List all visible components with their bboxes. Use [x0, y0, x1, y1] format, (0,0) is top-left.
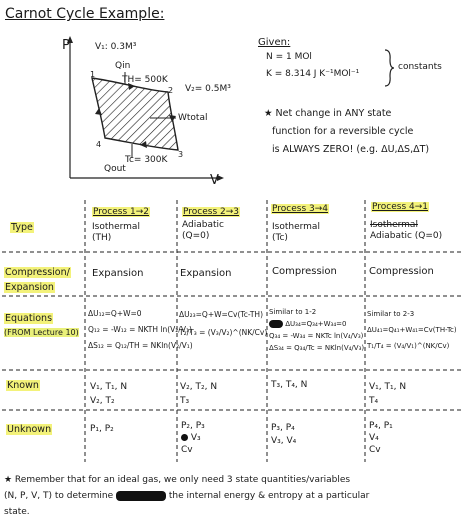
redaction-mark — [116, 491, 166, 501]
header-process-1: Process 1→2 — [93, 207, 149, 217]
given-n: N = 1 MOl — [266, 52, 312, 62]
brace-icon — [383, 48, 395, 88]
header-process-3: Process 3→4 — [272, 204, 328, 214]
unknown-cell-4: P₄, P₁ V₄ Cv — [369, 421, 393, 455]
note-line-1: ★ Net change in ANY state — [264, 108, 392, 119]
known-cell-1: V₁, T₁, N V₂, T₂ — [90, 382, 128, 406]
redaction-mark — [181, 434, 188, 441]
redaction-mark — [269, 320, 283, 328]
header-process-4: Process 4→1 — [372, 202, 428, 212]
equations-cell-2: ΔU₂₃=Q+W=Cv(Tc-TH) T₂/T₃ = (V₃/V₂)^(NK/Cv) — [179, 310, 268, 337]
note-line-3: is ALWAYS ZERO! (e.g. ΔU,ΔS,ΔT) — [272, 144, 430, 155]
equations-cell-1: ΔU₁₂=Q+W=0 Q₁₂ = -W₁₂ = NKTH ln(V₂/V₁) ΔS₁₂ = Q₁₂/TH = NKln(V₂/V₁) — [88, 309, 193, 350]
point-4-label: 4 — [96, 140, 102, 149]
note-line-2: function for a reversible cycle — [272, 126, 414, 137]
unknown-cell-2: P₂, P₃ V₃ Cv — [181, 421, 205, 455]
known-cell-4: V₁, T₁, N T₄ — [369, 382, 407, 406]
qin-label: Qin — [115, 61, 131, 71]
type-cell-1: Isothermal (TH) — [92, 222, 140, 243]
compression-cell-4: Compression — [369, 266, 434, 277]
unknown-cell-1: P₁, P₂ — [90, 424, 114, 434]
footer-note: ★ Remember that for an ideal gas, we only need 3 state quantities/variables (N, P, V, T) to determine the internal energy & entropy at a particular state. — [4, 475, 370, 517]
row-label-unknown: Unknown — [7, 424, 52, 435]
constants-label: constants — [398, 62, 442, 72]
equations-cell-4: Similar to 2-3 ΔU₄₁=Q₄₁+W₄₁=Cv(TH-Tc) T₁/T₄ = (V₄/V₁)^(NK/Cv) — [367, 310, 457, 350]
wtotal-label: Wtotal — [178, 113, 208, 123]
known-cell-3: T₃, T₄, N — [271, 380, 308, 390]
point-3-label: 3 — [178, 150, 184, 159]
row-label-equations: Equations (FROM Lecture 10) — [4, 313, 79, 337]
v1-label: V₁: 0.3M³ — [95, 42, 137, 52]
known-cell-2: V₂, T₂, N T₃ — [180, 382, 218, 406]
tc-label: Tc= 300K — [125, 155, 168, 165]
point-2-label: 2 — [168, 86, 174, 95]
header-process-2: Process 2→3 — [183, 207, 239, 217]
row-label-type: Type — [11, 222, 33, 233]
page-title: Carnot Cycle Example: — [5, 6, 165, 22]
v2-label: V₂= 0.5M³ — [185, 84, 231, 94]
type-cell-4: Isothermal Adiabatic (Q=0) — [370, 220, 443, 241]
compression-cell-1: Expansion — [92, 268, 144, 279]
type-cell-3: Isothermal (Tc) — [272, 222, 320, 243]
row-label-known: Known — [7, 380, 39, 391]
unknown-cell-3: P₃, P₄ V₃, V₄ — [271, 423, 297, 446]
qout-label: Qout — [104, 164, 126, 174]
given-label: Given: — [258, 37, 291, 48]
equations-cell-3: Similar to 1-2 ΔU₃₄=Q₃₄+W₃₄=0 Q₃₄ = -W₃₄ = NKTc ln(V₄/V₃) ΔS₃₄ = Q₃₄/Tc = NKln(V₄/V₃) — [269, 308, 365, 352]
th-label: TH= 500K — [122, 75, 168, 85]
point-1-label: 1 — [90, 70, 96, 79]
compression-cell-3: Compression — [272, 266, 337, 277]
v-axis-label: V — [210, 173, 219, 188]
type-cell-2: Adiabatic (Q=0) — [182, 220, 224, 241]
pv-diagram — [50, 30, 230, 190]
cycle-region — [92, 78, 178, 150]
given-k: K = 8.314 J K⁻¹MOl⁻¹ — [266, 69, 360, 79]
compression-cell-2: Expansion — [180, 268, 232, 279]
row-label-compression: Compression/ Expansion — [5, 267, 70, 293]
p-axis-label: P — [62, 38, 70, 53]
